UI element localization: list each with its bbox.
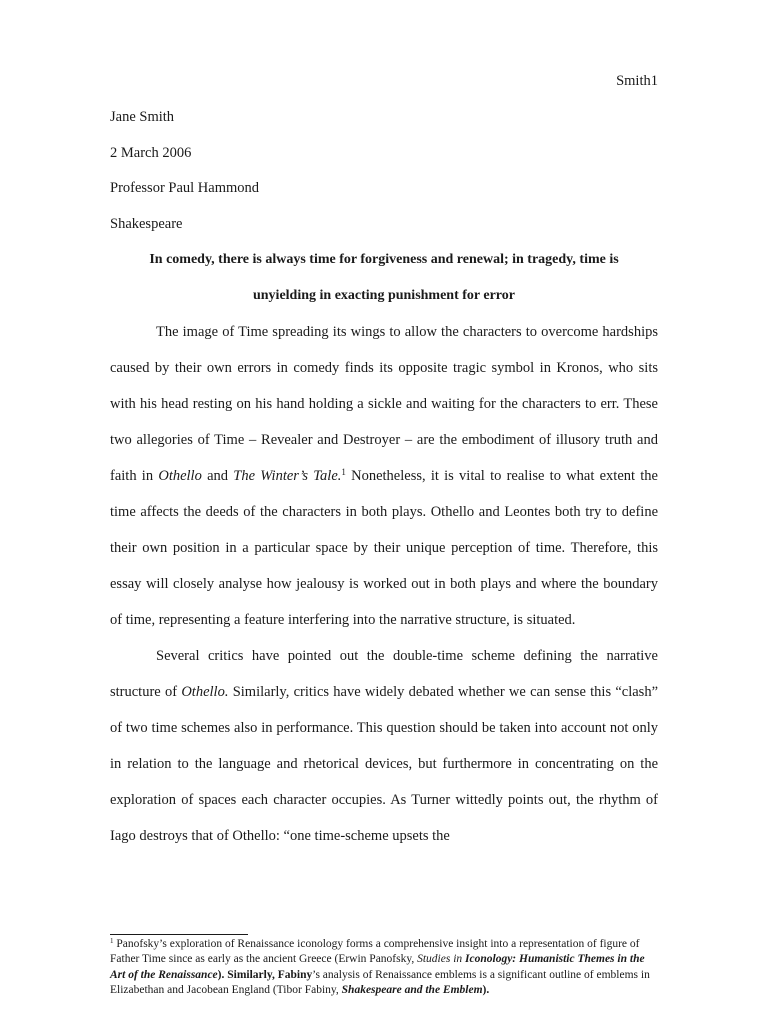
paragraph-text: Several critics have pointed out the double-time scheme defining the narrative structure of bbox=[110, 648, 658, 700]
footnote-citation-title: Studies in bbox=[417, 953, 463, 966]
essay-date: 2 March 2006 bbox=[110, 145, 192, 161]
body-paragraph-2 bbox=[110, 638, 658, 854]
essay-title-line-1: In comedy, there is always time for forgiveness and renewal; in tragedy, time is bbox=[149, 252, 619, 267]
work-title-winters-tale: The Winter’s Tale. bbox=[233, 468, 342, 484]
footnote-reference[interactable]: 1 bbox=[341, 467, 346, 477]
work-title-othello: Othello. bbox=[181, 684, 229, 700]
instructor-name: Professor Paul Hammond bbox=[110, 180, 260, 196]
footnote-text: ). Similarly, Fabiny bbox=[217, 968, 313, 981]
footnote-citation-title: Shakespeare and the Emblem bbox=[341, 984, 483, 997]
footnote-text: ). bbox=[482, 984, 490, 997]
page-header-number: Smith1 bbox=[616, 73, 658, 89]
body-paragraph-1 bbox=[110, 314, 658, 638]
paragraph-text: Nonetheless, it is vital to realise to what extent the time affects the deeds of the characters in both plays. Othello and Leontes both try to define their own position in a particular space by their unique perception of time. Therefore, this essay will closely analyse how jealousy is worked out in both plays and where the boundary of time, representing a feature interfering into the narrative structure, is situated. bbox=[110, 468, 658, 628]
author-name: Jane Smith bbox=[110, 109, 175, 125]
course-name: Shakespeare bbox=[110, 216, 183, 232]
footnote-1 bbox=[110, 937, 658, 999]
work-title-othello: Othello bbox=[158, 468, 202, 484]
paragraph-text: Similarly, critics have widely debated whether we can sense this “clash” of two time schemes also in performance. This question should be taken into account not only in relation to the language and rhetorical devices, but furthermore in concentrating on the exploration of spaces each character occupies. As Turner wittedly points out, the rhythm of Iago destroys that of Othello: “one time-scheme upsets the bbox=[110, 684, 658, 844]
footnote-marker: 1 bbox=[110, 937, 114, 945]
footnote-citation-title: Iconology: Humanistic Themes in the Art of the Renaissance bbox=[110, 953, 645, 981]
essay-title-line-2: unyielding in exacting punishment for error bbox=[252, 288, 515, 303]
footnote-text: Panofsky’s exploration of Renaissance iconology forms a comprehensive insight into a representation of figure of Father Time since as early as the ancient Greece (Erwin Panofsky, bbox=[110, 938, 640, 966]
paragraph-text: and bbox=[201, 468, 234, 484]
footnote-separator bbox=[110, 934, 248, 935]
paragraph-text: The image of Time spreading its wings to allow the characters to overcome hardships caused by their own errors in comedy finds its opposite tragic symbol in Kronos, who sits with his head resting on his hand holding a sickle and waiting for the characters to err. These two allegories of Time – Revealer and Destroyer – are the embodiment of illusory truth and faith in bbox=[110, 324, 658, 484]
footnote-text: ’s analysis of Renaissance emblems is a significant outline of emblems in Elizabethan and Jacobean England (Tibor Fabiny, bbox=[110, 968, 650, 997]
essay-body bbox=[110, 314, 658, 854]
